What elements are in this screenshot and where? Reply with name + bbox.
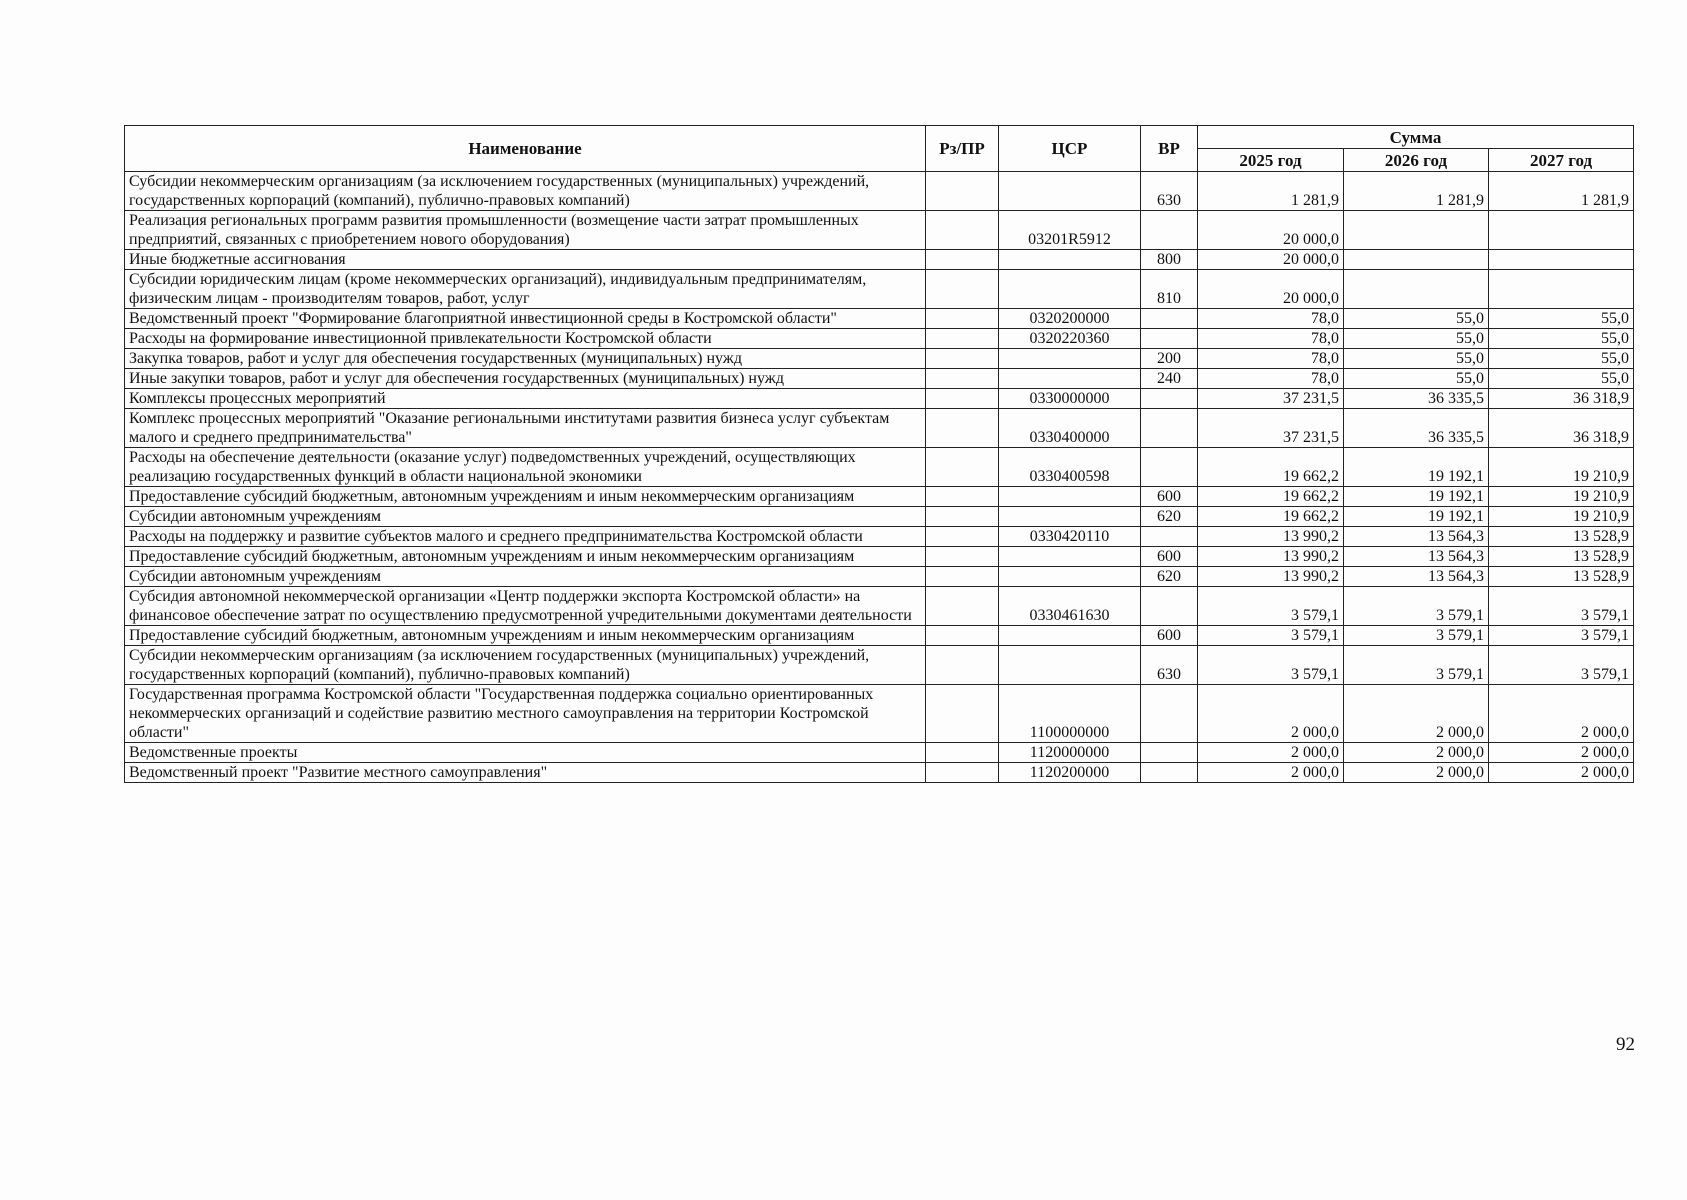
header-year-2027: 2027 год xyxy=(1489,149,1634,172)
cell-rz-pr xyxy=(926,646,999,685)
cell-vr: 800 xyxy=(1141,250,1198,270)
cell-name: Ведомственные проекты xyxy=(125,743,926,763)
cell-rz-pr xyxy=(926,389,999,409)
cell-csr xyxy=(999,349,1141,369)
table-row xyxy=(125,646,1634,685)
cell-sum-2027: 13 528,9 xyxy=(1489,547,1634,567)
cell-vr: 630 xyxy=(1141,172,1198,211)
cell-name: Комплекс процессных мероприятий "Оказание региональными институтами развития бизнеса услуг субъектам малого и среднего предпринимательства" xyxy=(125,409,926,448)
cell-vr xyxy=(1141,389,1198,409)
cell-csr xyxy=(999,626,1141,646)
cell-name: Расходы на поддержку и развитие субъектов малого и среднего предпринимательства Костромской области xyxy=(125,527,926,547)
cell-csr xyxy=(999,567,1141,587)
cell-rz-pr xyxy=(926,587,999,626)
header-year-2025: 2025 год xyxy=(1198,149,1344,172)
cell-sum-2026: 55,0 xyxy=(1344,309,1489,329)
table-row xyxy=(125,448,1634,487)
header-csr: ЦСР xyxy=(999,126,1141,172)
cell-name: Субсидии юридическим лицам (кроме некоммерческих организаций), индивидуальным предпринимателям, физическим лицам - производителям товаров, работ, услуг xyxy=(125,270,926,309)
cell-sum-2026: 1 281,9 xyxy=(1344,172,1489,211)
cell-sum-2026: 55,0 xyxy=(1344,329,1489,349)
cell-name: Ведомственный проект "Развитие местного самоуправления" xyxy=(125,763,926,783)
cell-name: Предоставление субсидий бюджетным, автономным учреждениям и иным некоммерческим организациям xyxy=(125,547,926,567)
header-vr: ВР xyxy=(1141,126,1198,172)
cell-rz-pr xyxy=(926,349,999,369)
cell-name: Государственная программа Костромской области "Государственная поддержка социально ориентированных некоммерческих организаций и содействие развитию местного самоуправления на территории Костромской области" xyxy=(125,685,926,743)
cell-sum-2025: 3 579,1 xyxy=(1198,646,1344,685)
cell-sum-2027: 3 579,1 xyxy=(1489,626,1634,646)
cell-sum-2026: 55,0 xyxy=(1344,369,1489,389)
cell-sum-2027: 19 210,9 xyxy=(1489,448,1634,487)
cell-sum-2025: 3 579,1 xyxy=(1198,626,1344,646)
cell-csr: 1100000000 xyxy=(999,685,1141,743)
page-number: 92 xyxy=(1616,1034,1635,1055)
cell-name: Комплексы процессных мероприятий xyxy=(125,389,926,409)
cell-sum-2026: 2 000,0 xyxy=(1344,685,1489,743)
cell-sum-2026: 55,0 xyxy=(1344,349,1489,369)
cell-rz-pr xyxy=(926,329,999,349)
cell-vr xyxy=(1141,587,1198,626)
cell-csr: 0330400598 xyxy=(999,448,1141,487)
cell-rz-pr xyxy=(926,685,999,743)
cell-vr xyxy=(1141,527,1198,547)
cell-vr: 630 xyxy=(1141,646,1198,685)
cell-sum-2025: 37 231,5 xyxy=(1198,409,1344,448)
cell-sum-2027: 55,0 xyxy=(1489,369,1634,389)
cell-name: Субсидии некоммерческим организациям (за исключением государственных (муниципальных) учреждений, государственных корпораций (компаний), публично-правовых компаний) xyxy=(125,172,926,211)
cell-vr: 600 xyxy=(1141,487,1198,507)
cell-sum-2025: 78,0 xyxy=(1198,309,1344,329)
cell-sum-2026: 19 192,1 xyxy=(1344,507,1489,527)
cell-csr xyxy=(999,507,1141,527)
cell-sum-2027: 3 579,1 xyxy=(1489,587,1634,626)
cell-sum-2027: 2 000,0 xyxy=(1489,763,1634,783)
table-row xyxy=(125,172,1634,211)
cell-sum-2025: 3 579,1 xyxy=(1198,587,1344,626)
cell-vr: 620 xyxy=(1141,567,1198,587)
cell-sum-2027: 19 210,9 xyxy=(1489,507,1634,527)
cell-sum-2026: 2 000,0 xyxy=(1344,743,1489,763)
cell-vr xyxy=(1141,329,1198,349)
cell-vr xyxy=(1141,743,1198,763)
header-sum: Сумма xyxy=(1198,126,1634,149)
cell-sum-2025: 13 990,2 xyxy=(1198,547,1344,567)
cell-vr xyxy=(1141,448,1198,487)
table-row xyxy=(125,329,1634,349)
cell-name: Иные закупки товаров, работ и услуг для обеспечения государственных (муниципальных) нужд xyxy=(125,369,926,389)
cell-csr: 0330461630 xyxy=(999,587,1141,626)
cell-sum-2025: 19 662,2 xyxy=(1198,487,1344,507)
cell-name: Предоставление субсидий бюджетным, автономным учреждениям и иным некоммерческим организациям xyxy=(125,626,926,646)
cell-sum-2027: 19 210,9 xyxy=(1489,487,1634,507)
cell-csr: 0320200000 xyxy=(999,309,1141,329)
cell-csr: 0320220360 xyxy=(999,329,1141,349)
cell-sum-2026: 13 564,3 xyxy=(1344,567,1489,587)
cell-name: Субсидии некоммерческим организациям (за исключением государственных (муниципальных) учреждений, государственных корпораций (компаний), публично-правовых компаний) xyxy=(125,646,926,685)
cell-sum-2026 xyxy=(1344,211,1489,250)
cell-vr xyxy=(1141,309,1198,329)
cell-sum-2026: 13 564,3 xyxy=(1344,547,1489,567)
cell-sum-2025: 13 990,2 xyxy=(1198,567,1344,587)
cell-sum-2027: 13 528,9 xyxy=(1489,527,1634,547)
table-body xyxy=(125,172,1634,783)
cell-sum-2027: 1 281,9 xyxy=(1489,172,1634,211)
cell-sum-2025: 2 000,0 xyxy=(1198,763,1344,783)
cell-name: Иные бюджетные ассигнования xyxy=(125,250,926,270)
cell-vr: 600 xyxy=(1141,547,1198,567)
cell-sum-2026: 13 564,3 xyxy=(1344,527,1489,547)
cell-rz-pr xyxy=(926,369,999,389)
cell-vr: 600 xyxy=(1141,626,1198,646)
table-row xyxy=(125,369,1634,389)
cell-rz-pr xyxy=(926,211,999,250)
table-row xyxy=(125,587,1634,626)
table-row xyxy=(125,547,1634,567)
cell-csr: 0330000000 xyxy=(999,389,1141,409)
cell-sum-2025: 19 662,2 xyxy=(1198,448,1344,487)
cell-rz-pr xyxy=(926,270,999,309)
cell-rz-pr xyxy=(926,547,999,567)
cell-sum-2026: 19 192,1 xyxy=(1344,448,1489,487)
budget-table xyxy=(124,125,1634,783)
table-row xyxy=(125,349,1634,369)
table-row xyxy=(125,487,1634,507)
table-row xyxy=(125,309,1634,329)
cell-sum-2027: 36 318,9 xyxy=(1489,389,1634,409)
cell-csr xyxy=(999,172,1141,211)
table-row xyxy=(125,626,1634,646)
cell-sum-2026: 2 000,0 xyxy=(1344,763,1489,783)
cell-vr xyxy=(1141,409,1198,448)
cell-csr: 0330420110 xyxy=(999,527,1141,547)
cell-sum-2027: 55,0 xyxy=(1489,309,1634,329)
cell-vr: 620 xyxy=(1141,507,1198,527)
cell-sum-2025: 13 990,2 xyxy=(1198,527,1344,547)
cell-rz-pr xyxy=(926,487,999,507)
cell-rz-pr xyxy=(926,763,999,783)
cell-sum-2027: 3 579,1 xyxy=(1489,646,1634,685)
cell-sum-2027: 55,0 xyxy=(1489,349,1634,369)
cell-sum-2025: 78,0 xyxy=(1198,329,1344,349)
cell-csr: 1120200000 xyxy=(999,763,1141,783)
table-row xyxy=(125,389,1634,409)
cell-sum-2026: 19 192,1 xyxy=(1344,487,1489,507)
cell-rz-pr xyxy=(926,309,999,329)
cell-sum-2026: 3 579,1 xyxy=(1344,587,1489,626)
cell-rz-pr xyxy=(926,448,999,487)
table-row xyxy=(125,270,1634,309)
table-row xyxy=(125,409,1634,448)
cell-vr: 810 xyxy=(1141,270,1198,309)
table-row xyxy=(125,763,1634,783)
cell-sum-2027 xyxy=(1489,250,1634,270)
cell-csr xyxy=(999,646,1141,685)
cell-vr: 240 xyxy=(1141,369,1198,389)
cell-name: Субсидии автономным учреждениям xyxy=(125,507,926,527)
cell-sum-2025: 2 000,0 xyxy=(1198,743,1344,763)
cell-sum-2026 xyxy=(1344,270,1489,309)
cell-rz-pr xyxy=(926,567,999,587)
cell-csr: 0330400000 xyxy=(999,409,1141,448)
cell-rz-pr xyxy=(926,409,999,448)
cell-csr xyxy=(999,369,1141,389)
cell-rz-pr xyxy=(926,743,999,763)
table-row xyxy=(125,685,1634,743)
cell-rz-pr xyxy=(926,172,999,211)
cell-name: Расходы на обеспечение деятельности (оказание услуг) подведомственных учреждений, осуществляющих реализацию государственных функций в области национальной экономики xyxy=(125,448,926,487)
cell-sum-2025: 78,0 xyxy=(1198,369,1344,389)
cell-sum-2026: 3 579,1 xyxy=(1344,646,1489,685)
cell-vr xyxy=(1141,211,1198,250)
cell-sum-2025: 2 000,0 xyxy=(1198,685,1344,743)
cell-vr xyxy=(1141,763,1198,783)
cell-sum-2025: 20 000,0 xyxy=(1198,211,1344,250)
header-year-2026: 2026 год xyxy=(1344,149,1489,172)
cell-name: Субсидии автономным учреждениям xyxy=(125,567,926,587)
cell-sum-2027: 55,0 xyxy=(1489,329,1634,349)
cell-sum-2027: 13 528,9 xyxy=(1489,567,1634,587)
table-row xyxy=(125,567,1634,587)
cell-rz-pr xyxy=(926,507,999,527)
cell-sum-2025: 78,0 xyxy=(1198,349,1344,369)
cell-rz-pr xyxy=(926,626,999,646)
header-name: Наименование xyxy=(125,126,926,172)
cell-csr: 1120000000 xyxy=(999,743,1141,763)
cell-sum-2027: 2 000,0 xyxy=(1489,685,1634,743)
cell-sum-2027: 36 318,9 xyxy=(1489,409,1634,448)
cell-sum-2025: 20 000,0 xyxy=(1198,270,1344,309)
cell-sum-2027 xyxy=(1489,270,1634,309)
table-row xyxy=(125,743,1634,763)
cell-name: Реализация региональных программ развития промышленности (возмещение части затрат промышленных предприятий, связанных с приобретением нового оборудования) xyxy=(125,211,926,250)
cell-csr xyxy=(999,547,1141,567)
table-header xyxy=(125,126,1634,172)
cell-sum-2025: 1 281,9 xyxy=(1198,172,1344,211)
cell-rz-pr xyxy=(926,527,999,547)
cell-sum-2026: 36 335,5 xyxy=(1344,409,1489,448)
table-row xyxy=(125,211,1634,250)
cell-sum-2026: 36 335,5 xyxy=(1344,389,1489,409)
table-row xyxy=(125,250,1634,270)
cell-sum-2026: 3 579,1 xyxy=(1344,626,1489,646)
cell-name: Ведомственный проект "Формирование благоприятной инвестиционной среды в Костромской области" xyxy=(125,309,926,329)
cell-sum-2027 xyxy=(1489,211,1634,250)
cell-name: Закупка товаров, работ и услуг для обеспечения государственных (муниципальных) нужд xyxy=(125,349,926,369)
cell-vr xyxy=(1141,685,1198,743)
cell-csr xyxy=(999,487,1141,507)
cell-sum-2027: 2 000,0 xyxy=(1489,743,1634,763)
cell-sum-2025: 37 231,5 xyxy=(1198,389,1344,409)
cell-name: Предоставление субсидий бюджетным, автономным учреждениям и иным некоммерческим организациям xyxy=(125,487,926,507)
cell-sum-2025: 20 000,0 xyxy=(1198,250,1344,270)
cell-csr xyxy=(999,250,1141,270)
cell-csr: 03201R5912 xyxy=(999,211,1141,250)
cell-rz-pr xyxy=(926,250,999,270)
cell-name: Субсидия автономной некоммерческой организации «Центр поддержки экспорта Костромской области» на финансовое обеспечение затрат по осуществлению предусмотренной учредительными документами деятельности xyxy=(125,587,926,626)
header-rz-pr: Рз/ПР xyxy=(926,126,999,172)
cell-vr: 200 xyxy=(1141,349,1198,369)
cell-sum-2026 xyxy=(1344,250,1489,270)
cell-name: Расходы на формирование инвестиционной привлекательности Костромской области xyxy=(125,329,926,349)
table-row xyxy=(125,527,1634,547)
cell-sum-2025: 19 662,2 xyxy=(1198,507,1344,527)
cell-csr xyxy=(999,270,1141,309)
table-row xyxy=(125,507,1634,527)
